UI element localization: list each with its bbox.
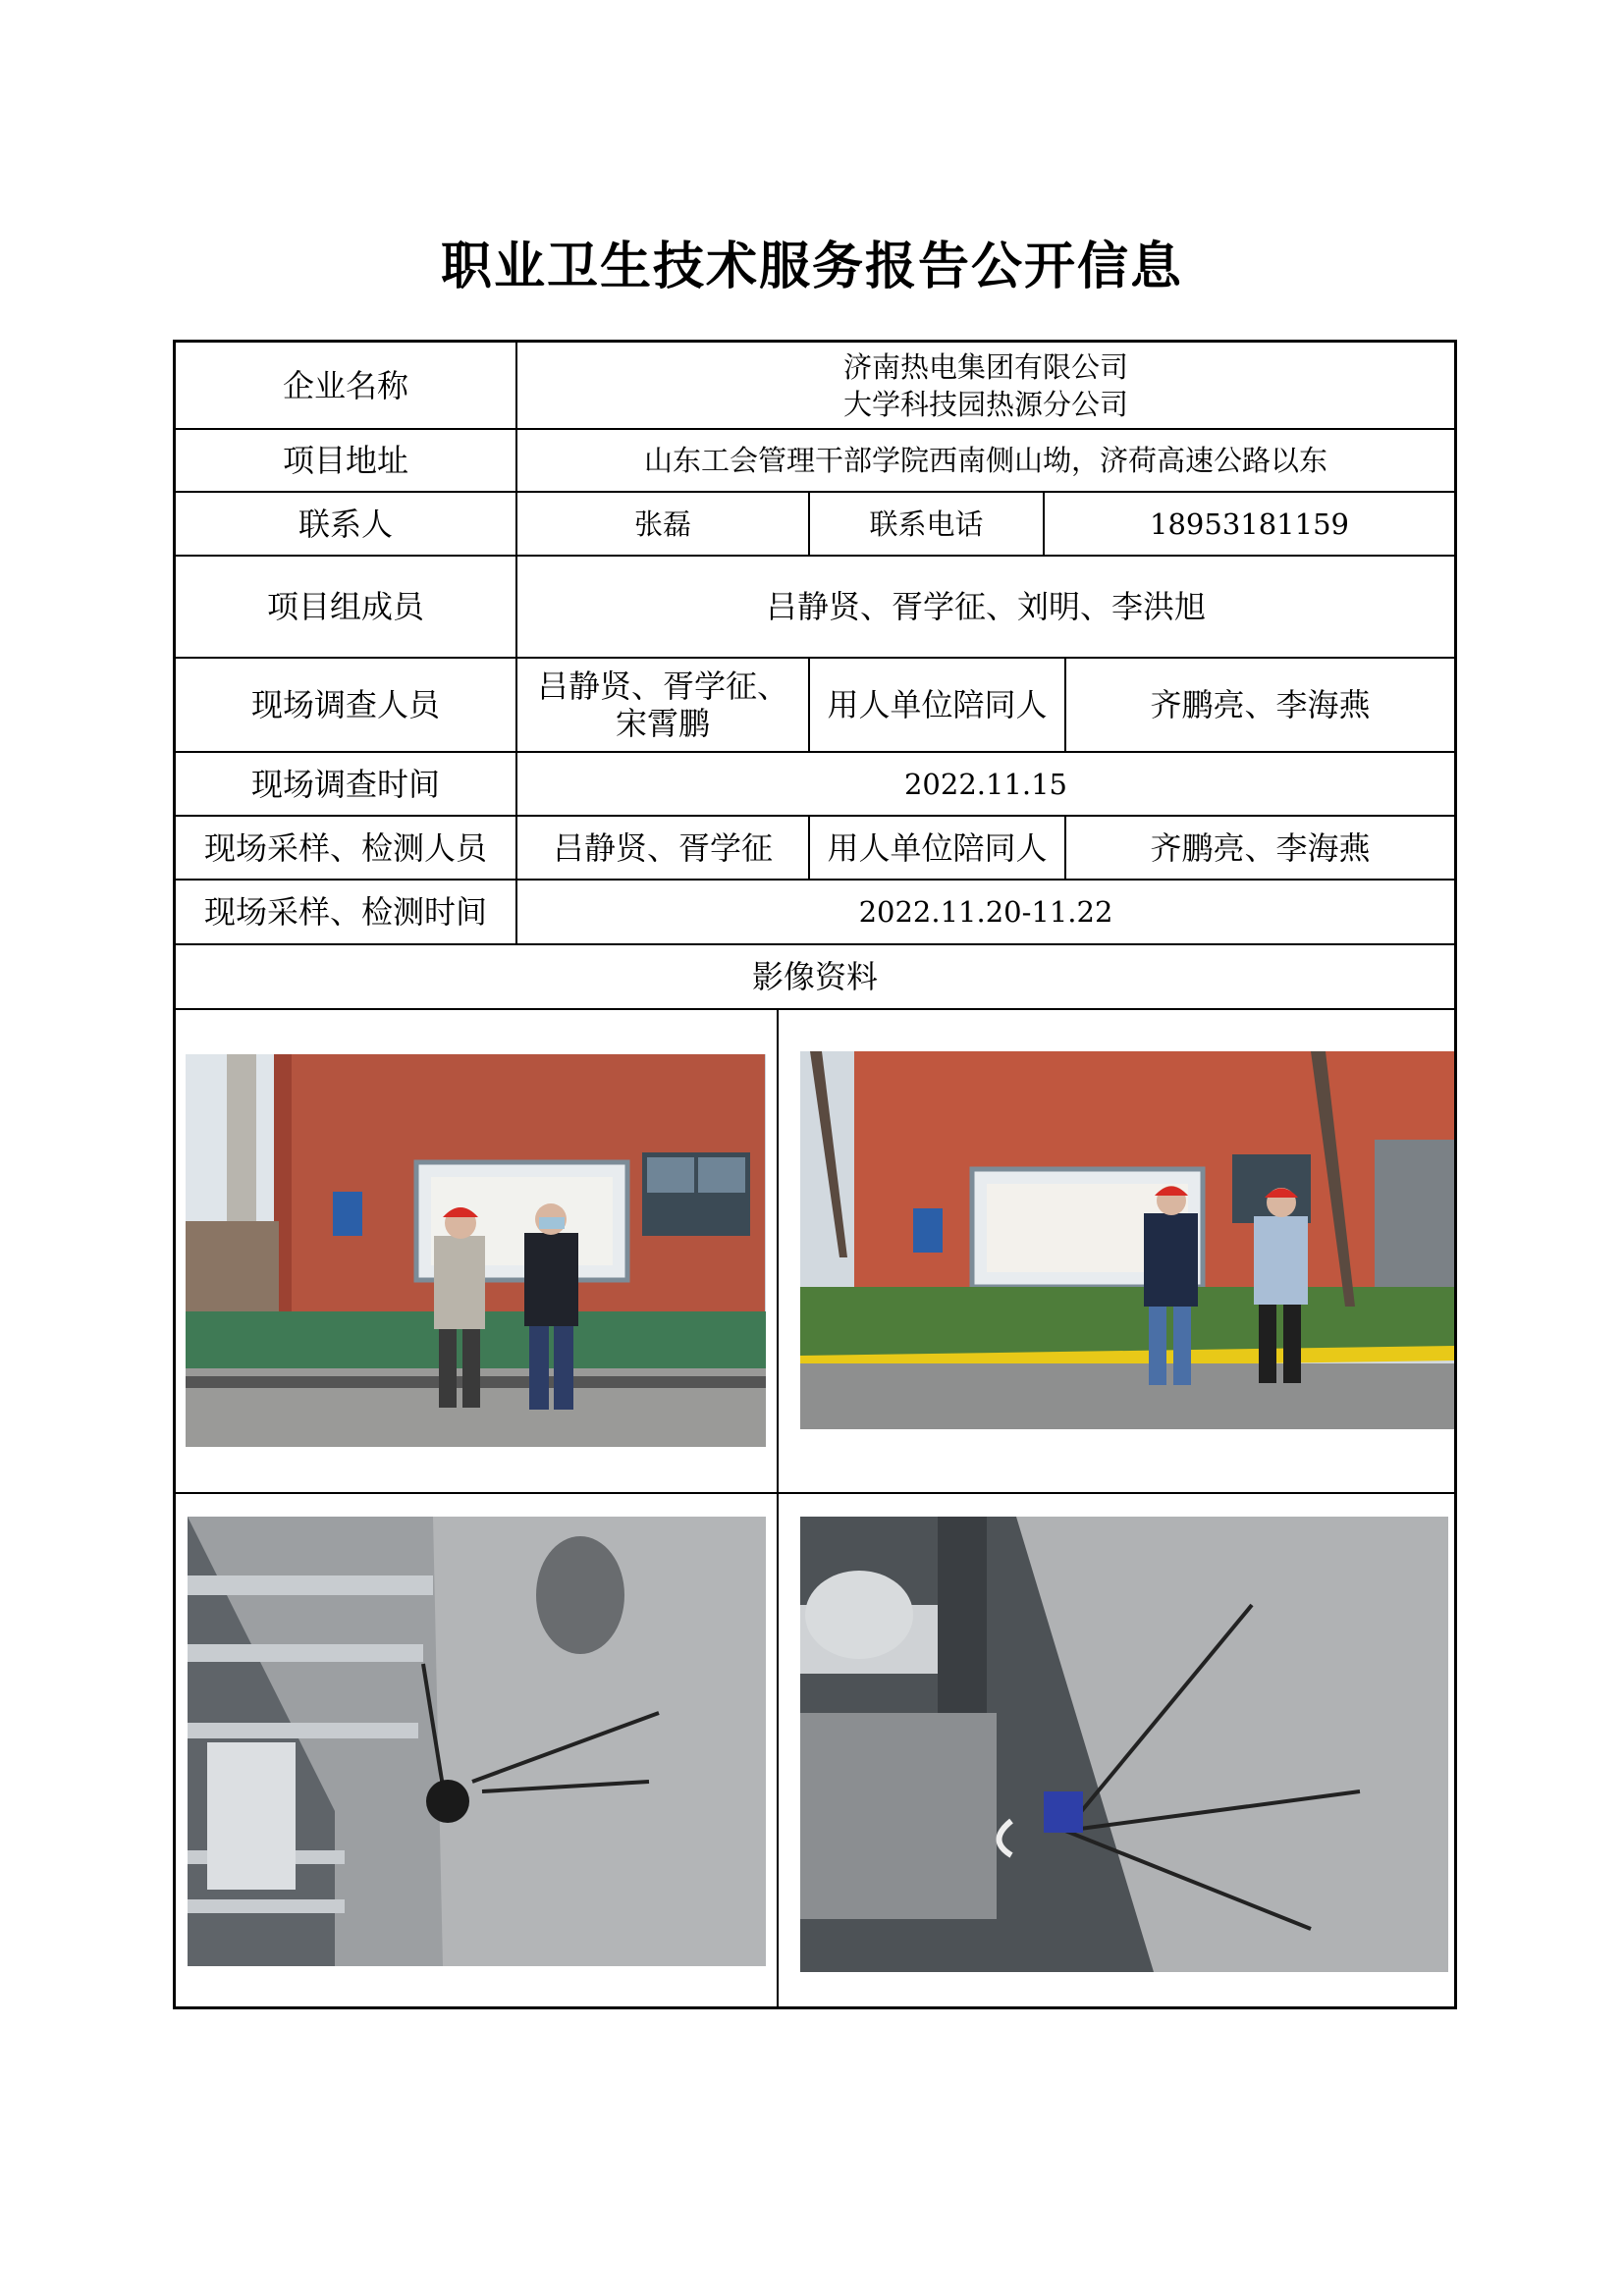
site-photo-1 [186,1054,766,1447]
sampling-escort: 齐鹏亮、李海燕 [1150,828,1371,867]
company-name-line1: 济南热电集团有限公司 [842,349,1128,384]
info-table [173,340,1457,2009]
survey-time-label: 现场调查时间 [250,765,440,803]
page-title: 职业卫生技术服务报告公开信息 [440,238,1183,296]
address-label: 项目地址 [282,442,408,479]
company-label: 企业名称 [282,366,408,404]
survey-staff [517,659,808,751]
sampling-time-label: 现场采样、检测时间 [203,893,487,931]
survey-staff-line1: 吕静贤、胥学征、 [536,667,788,705]
contact-name: 张磊 [633,507,691,541]
survey-staff-label: 现场调查人员 [250,686,440,723]
phone-label: 联系电话 [869,507,984,541]
survey-escort-label: 用人单位陪同人 [827,686,1048,723]
row-divider [176,1492,1454,1494]
company-name-line2: 大学科技园热源分公司 [842,387,1128,421]
members-label: 项目组成员 [266,588,424,625]
site-photo-3 [188,1517,766,1966]
project-address: 山东工会管理干部学院西南侧山坳，济荷高速公路以东 [643,444,1327,477]
sampling-staff-label: 现场采样、检测人员 [203,828,487,867]
site-photo-4 [800,1517,1448,1972]
images-header: 影像资料 [751,958,878,995]
row-divider [176,1008,1454,1010]
survey-staff-line2: 宋霄鹏 [615,705,710,742]
sampling-staff: 吕静贤、胥学征 [552,828,773,867]
project-members: 吕静贤、胥学征、刘明、李洪旭 [765,588,1206,625]
survey-time: 2022.11.15 [903,767,1068,801]
survey-escort: 齐鹏亮、李海燕 [1150,686,1371,723]
company-name [517,343,1454,428]
sampling-escort-label: 用人单位陪同人 [827,828,1048,867]
sampling-time: 2022.11.20-11.22 [858,895,1113,929]
phone-number: 18953181159 [1150,507,1349,541]
site-photo-2 [800,1051,1454,1429]
column-divider [777,1008,779,2006]
contact-label: 联系人 [298,505,393,543]
